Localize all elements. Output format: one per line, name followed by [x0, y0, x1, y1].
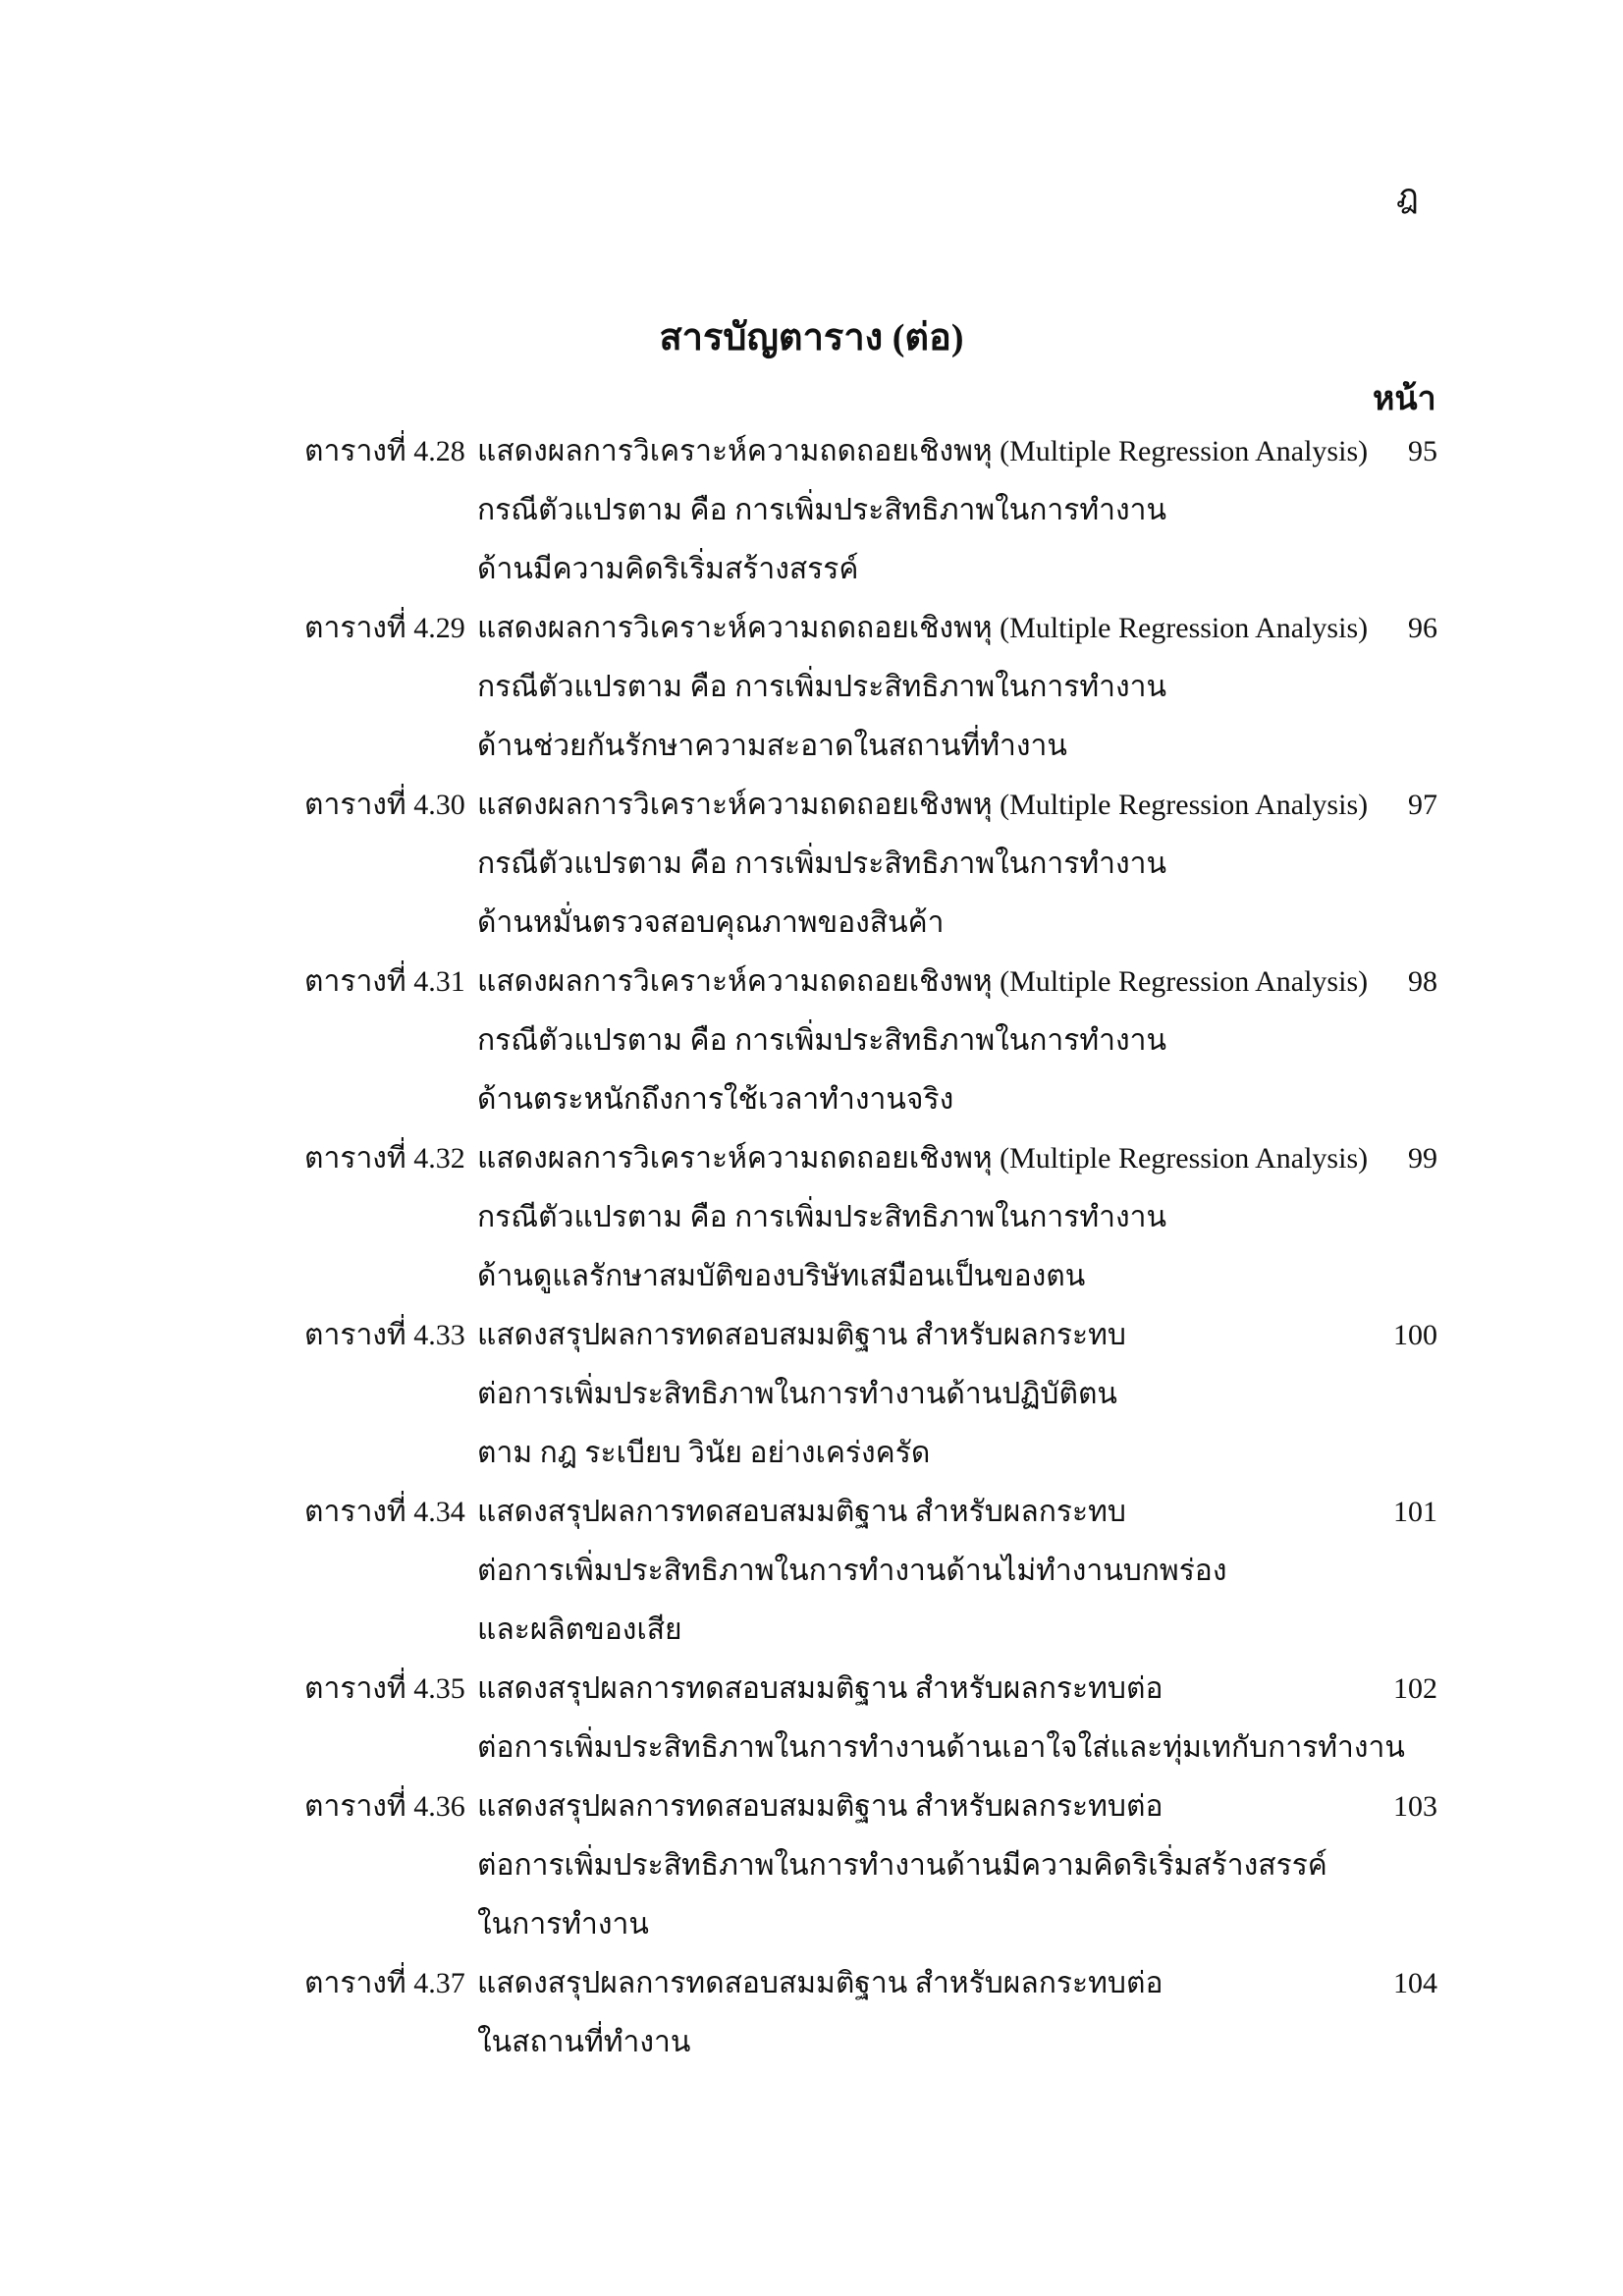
toc-entry	[304, 1129, 1443, 1306]
entry-page-number: 98	[1408, 965, 1437, 998]
page-column-header: หน้า	[1373, 381, 1436, 417]
entry-description-line: แสดงสรุปผลการทดสอบสมมติฐาน สำหรับผลกระทบต่อ	[477, 1967, 1163, 1999]
entry-description	[477, 1777, 1361, 1954]
entry-description-line: แสดงผลการวิเคราะห์ความถดถอยเชิงพหุ (Multiple Regression Analysis)	[477, 435, 1369, 467]
entry-description-line: ตาม กฎ ระเบียบ วินัย อย่างเคร่งครัด	[477, 1437, 931, 1469]
entry-page-number: 99	[1408, 1142, 1437, 1175]
entry-page-number: 102	[1393, 1672, 1437, 1705]
entry-label: ตารางที่ 4.35	[304, 1672, 465, 1705]
toc-entry	[304, 1306, 1443, 1483]
entry-description-line: ด้านมีความคิดริเริ่มสร้างสรรค์	[477, 553, 859, 585]
entry-description-line: ในการทำงาน	[477, 1908, 649, 1941]
entry-page-number: 104	[1393, 1967, 1437, 1999]
entry-description-line: ต่อการเพิ่มประสิทธิภาพในการทำงานด้านปฏิบัติตน	[477, 1378, 1117, 1410]
entry-description-line: กรณีตัวแปรตาม คือ การเพิ่มประสิทธิภาพในการทำงาน	[477, 671, 1167, 703]
entry-description	[477, 953, 1369, 1129]
entry-description-line: แสดงผลการวิเคราะห์ความถดถอยเชิงพหุ (Multiple Regression Analysis)	[477, 789, 1369, 821]
toc-entry	[304, 953, 1443, 1129]
entry-description	[477, 1483, 1361, 1660]
entry-description-line: ในสถานที่ทำงาน	[477, 2026, 691, 2058]
entry-description	[477, 1129, 1369, 1306]
entry-label: ตารางที่ 4.37	[304, 1967, 465, 1999]
entry-page-number: 95	[1408, 435, 1437, 467]
entry-description	[477, 1954, 1361, 2072]
entry-description-line: แสดงสรุปผลการทดสอบสมมติฐาน สำหรับผลกระทบต่อ	[477, 1790, 1163, 1823]
entry-description-line: กรณีตัวแปรตาม คือ การเพิ่มประสิทธิภาพในการทำงาน	[477, 494, 1167, 526]
entry-description-line: แสดงสรุปผลการทดสอบสมมติฐาน สำหรับผลกระทบ	[477, 1319, 1126, 1351]
toc-entry	[304, 599, 1443, 776]
entry-description-line: กรณีตัวแปรตาม คือ การเพิ่มประสิทธิภาพในการทำงาน	[477, 1024, 1167, 1057]
entry-description-line: ด้านช่วยกันรักษาความสะอาดในสถานที่ทำงาน	[477, 730, 1067, 762]
entry-description	[477, 599, 1369, 776]
entry-page-number: 96	[1408, 612, 1437, 644]
entry-page-number: 97	[1408, 789, 1437, 821]
toc-entry	[304, 1954, 1443, 2072]
entry-description-line: ด้านดูแลรักษาสมบัติของบริษัทเสมือนเป็นของตน	[477, 1260, 1086, 1292]
entry-description-line: แสดงสรุปผลการทดสอบสมมติฐาน สำหรับผลกระทบ	[477, 1496, 1126, 1528]
entry-description-line: แสดงผลการวิเคราะห์ความถดถอยเชิงพหุ (Multiple Regression Analysis)	[477, 1142, 1369, 1175]
entry-label: ตารางที่ 4.30	[304, 789, 465, 821]
entry-label: ตารางที่ 4.31	[304, 965, 465, 998]
entry-page-number: 103	[1393, 1790, 1437, 1823]
entry-description-line: แสดงสรุปผลการทดสอบสมมติฐาน สำหรับผลกระทบต่อ	[477, 1672, 1163, 1705]
entry-page-number: 101	[1393, 1496, 1437, 1528]
toc-entry	[304, 1777, 1443, 1954]
entry-description	[477, 422, 1369, 599]
entry-description-line: ต่อการเพิ่มประสิทธิภาพในการทำงานด้านเอาใจใส่และทุ่มเทกับการทำงาน	[477, 1731, 1405, 1764]
entry-description-line: ต่อการเพิ่มประสิทธิภาพในการทำงานด้านมีความคิดริเริ่มสร้างสรรค์	[477, 1849, 1327, 1882]
entry-description-line: กรณีตัวแปรตาม คือ การเพิ่มประสิทธิภาพในการทำงาน	[477, 847, 1167, 880]
entry-page-number: 100	[1393, 1319, 1437, 1351]
entry-description	[477, 1660, 1405, 1777]
document-title: สารบัญตาราง (ต่อ)	[659, 317, 964, 358]
entry-description-line: ด้านหมั่นตรวจสอบคุณภาพของสินค้า	[477, 906, 945, 939]
entry-description-line: กรณีตัวแปรตาม คือ การเพิ่มประสิทธิภาพในการทำงาน	[477, 1201, 1167, 1233]
entry-label: ตารางที่ 4.34	[304, 1496, 465, 1528]
toc-entry	[304, 776, 1443, 953]
toc-entry	[304, 1483, 1443, 1660]
entry-label: ตารางที่ 4.36	[304, 1790, 465, 1823]
entry-label: ตารางที่ 4.32	[304, 1142, 465, 1175]
entry-label: ตารางที่ 4.29	[304, 612, 465, 644]
entry-description	[477, 1306, 1361, 1483]
entry-label: ตารางที่ 4.33	[304, 1319, 465, 1351]
entry-description-line: แสดงผลการวิเคราะห์ความถดถอยเชิงพหุ (Multiple Regression Analysis)	[477, 612, 1369, 644]
toc-entry	[304, 1660, 1443, 1777]
entry-description-line: แสดงผลการวิเคราะห์ความถดถอยเชิงพหุ (Multiple Regression Analysis)	[477, 965, 1369, 998]
entry-description-line: ด้านตระหนักถึงการใช้เวลาทำงานจริง	[477, 1083, 954, 1116]
entry-label: ตารางที่ 4.28	[304, 435, 465, 467]
entry-description-line: และผลิตของเสีย	[477, 1613, 682, 1646]
page-number: ฎ	[1396, 179, 1419, 215]
entry-description-line: ต่อการเพิ่มประสิทธิภาพในการทำงานด้านไม่ทำงานบกพร่อง	[477, 1555, 1227, 1587]
toc-entry	[304, 422, 1443, 599]
table-of-tables-list	[304, 422, 1443, 2072]
entry-description	[477, 776, 1369, 953]
